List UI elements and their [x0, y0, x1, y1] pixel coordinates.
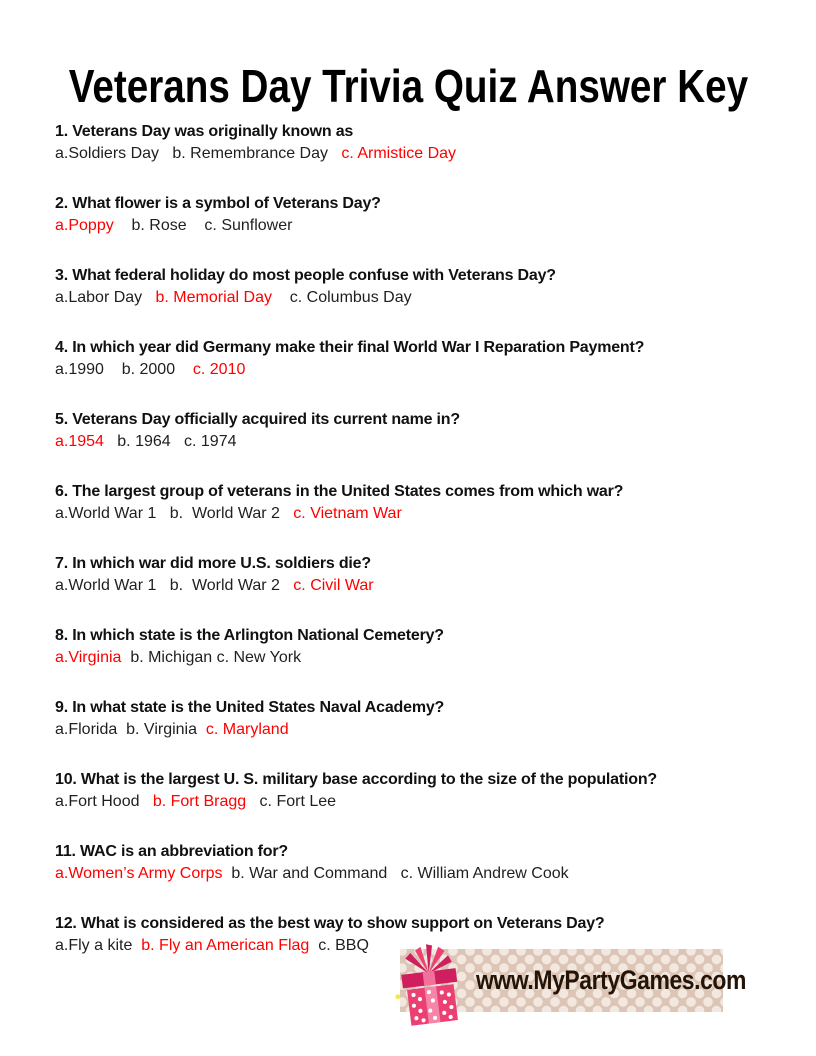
answer-options-line	[55, 575, 791, 597]
question-block	[55, 697, 791, 741]
answer-option: b. Rose	[131, 217, 205, 234]
answer-option-correct: b. Memorial Day	[155, 289, 290, 306]
answer-option-correct: b. Fort Bragg	[152, 793, 260, 810]
question-text: 10. What is the largest U. S. military base according to the size of the population?	[55, 771, 657, 788]
answer-option-correct: a.Poppy	[55, 217, 132, 234]
answer-option: b. 2000	[121, 361, 193, 378]
answer-option: b. World War 2	[169, 505, 294, 522]
answer-option-correct: a.Virginia	[55, 649, 131, 666]
question-text: 11. WAC is an abbreviation for?	[55, 843, 288, 860]
gift-icon	[394, 944, 468, 1026]
answer-options-line	[55, 287, 791, 309]
question-block	[55, 193, 791, 237]
answer-option-correct: a.Women’s Army Corps	[55, 865, 232, 882]
answer-options-line	[55, 359, 791, 381]
question-text: 6. The largest group of veterans in the United States comes from which war?	[55, 483, 624, 500]
question-text: 3. What federal holiday do most people confuse with Veterans Day?	[55, 267, 556, 284]
website-url-text: www.MyPartyGames.com	[476, 965, 746, 995]
question-text: 12. What is considered as the best way to show support on Veterans Day?	[55, 915, 605, 932]
answer-option: c. Sunflower	[204, 217, 293, 234]
answer-option: c. William Andrew Cook	[400, 865, 569, 882]
answer-option: c. 1974	[184, 433, 237, 450]
answer-options-line	[55, 647, 791, 669]
question-block	[55, 265, 791, 309]
answer-option-correct: c. Maryland	[205, 721, 289, 738]
answer-option: a.1990	[55, 361, 122, 378]
answer-option: b. 1964	[117, 433, 184, 450]
page-title	[0, 58, 816, 114]
question-block	[55, 409, 791, 453]
question-text: 2. What flower is a symbol of Veterans Day?	[55, 195, 381, 212]
answer-options-line	[55, 719, 791, 741]
answer-option: c. Columbus Day	[289, 289, 412, 306]
questions-list	[55, 121, 791, 985]
question-block	[55, 481, 791, 525]
answer-options-line	[55, 791, 791, 813]
answer-option-correct: c. Armistice Day	[341, 145, 457, 162]
question-block	[55, 769, 791, 813]
answer-option: c. BBQ	[318, 937, 369, 954]
answer-option: a.Soldiers Day	[55, 145, 173, 162]
website-url	[476, 949, 794, 1012]
question-block	[55, 841, 791, 885]
question-block	[55, 625, 791, 669]
answer-option: a.Florida	[55, 721, 127, 738]
answer-option-correct: c. Civil War	[293, 577, 374, 594]
answer-options-line	[55, 143, 791, 165]
question-text: 5. Veterans Day officially acquired its current name in?	[55, 411, 460, 428]
question-text: 8. In which state is the Arlington National Cemetery?	[55, 627, 444, 644]
answer-option-correct: c. Vietnam War	[293, 505, 402, 522]
question-text: 9. In what state is the United States Naval Academy?	[55, 699, 445, 716]
answer-options-line	[55, 215, 791, 237]
answer-option: c. Fort Lee	[259, 793, 337, 810]
answer-option: a.Fort Hood	[55, 793, 153, 810]
question-block	[55, 337, 791, 381]
question-text: 4. In which year did Germany make their final World War I Reparation Payment?	[55, 339, 645, 356]
question-text: 7. In which war did more U.S. soldiers die?	[55, 555, 371, 572]
answer-option: a.World War 1	[55, 505, 170, 522]
answer-option-correct: c. 2010	[192, 361, 246, 378]
answer-option-correct: a.1954	[55, 433, 118, 450]
answer-option: a.Labor Day	[55, 289, 156, 306]
sparkle-dot	[395, 994, 400, 999]
answer-options-line	[55, 503, 791, 525]
question-block	[55, 553, 791, 597]
answer-option: b. Remembrance Day	[172, 145, 342, 162]
answer-option: b. Virginia	[126, 721, 206, 738]
answer-option-correct: b. Fly an American Flag	[141, 937, 319, 954]
answer-option: b. War and Command	[231, 865, 401, 882]
answer-option: b. World War 2	[169, 577, 294, 594]
answer-option: a.World War 1	[55, 577, 170, 594]
answer-option: b. Michigan	[130, 649, 217, 666]
answer-options-line	[55, 863, 791, 885]
answer-options-line	[55, 431, 791, 453]
question-block	[55, 121, 791, 165]
answer-option: a.Fly a kite	[55, 937, 142, 954]
question-text: 1. Veterans Day was originally known as	[55, 123, 354, 140]
page-title-text: Veterans Day Trivia Quiz Answer Key	[68, 60, 748, 112]
answer-option: c. New York	[216, 649, 302, 666]
